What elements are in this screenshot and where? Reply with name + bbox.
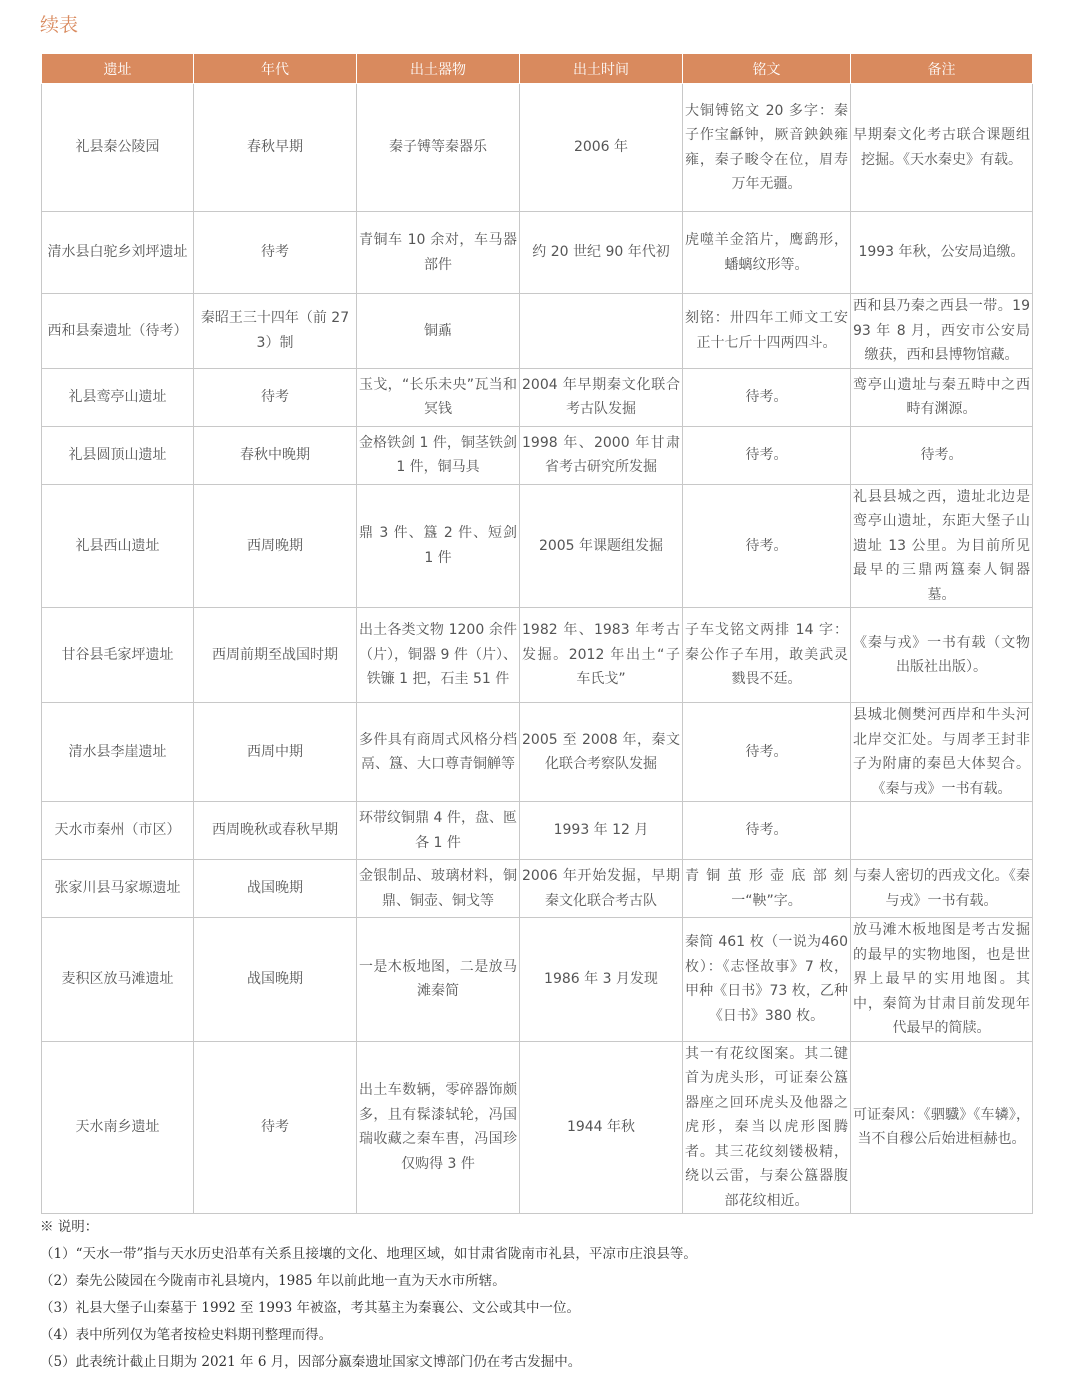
cell-site: 张家川县马家塬遗址 [42,860,194,918]
header-remarks: 备注 [851,54,1033,84]
cell-remarks: 与秦人密切的西戎文化。《秦与戎》一书有载。 [851,860,1033,918]
cell-remarks: 放马滩木板地图是考古发掘的最早的实物地图，也是世界上最早的实用地图。其中，秦简为甘肃目前发现年代最早的简牍。 [851,918,1033,1042]
cell-artifacts: 出土车数辆，零碎器饰颇多，且有髹漆轼轮，冯国瑞收藏之秦车軎，冯国珍仅购得 3 件 [357,1041,520,1214]
header-inscription: 铭文 [683,54,851,84]
note-item: （3）礼县大堡子山秦墓于 1992 至 1993 年被盗，考其墓主为秦襄公、文公或其中一位。 [40,1300,580,1316]
cell-site: 麦积区放马滩遗址 [42,918,194,1042]
table-row [42,84,1033,212]
cell-site: 清水县白驼乡刘坪遗址 [42,212,194,294]
cell-site: 天水南乡遗址 [42,1041,194,1214]
cell-time: 2006 年开始发掘，早期秦文化联合考古队 [520,860,683,918]
cell-site: 天水市秦州（市区） [42,802,194,860]
header-artifacts: 出土器物 [357,54,520,84]
cell-inscription: 其一有花纹图案。其二键首为虎头形，可证秦公簋器座之回环虎头及他器之虎形，秦当以虎形图腾者。其三花纹刻镂极精，绕以云雷，与秦公簋器腹部花纹相近。 [683,1041,851,1214]
cell-era: 战国晚期 [194,918,357,1042]
cell-artifacts: 秦子镈等秦器乐 [357,84,520,212]
note-item: （5）此表统计截止日期为 2021 年 6 月，因部分嬴秦遗址国家文博部门仍在考古发掘中。 [40,1354,582,1370]
note-item: （1）“天水一带”指与天水历史沿革有关系且接壤的文化、地理区域，如甘肃省陇南市礼县，平凉市庄浪县等。 [40,1246,697,1262]
cell-remarks: 待考。 [851,426,1033,484]
cell-artifacts: 一是木板地图，二是放马滩秦简 [357,918,520,1042]
cell-site: 甘谷县毛家坪遗址 [42,608,194,703]
cell-inscription: 待考。 [683,802,851,860]
cell-remarks: 《秦与戎》一书有载（文物出版社出版）。 [851,608,1033,703]
header-site: 遗址 [42,54,194,84]
cell-time: 2005 年课题组发掘 [520,484,683,608]
cell-inscription: 待考。 [683,368,851,426]
cell-time: 1944 年秋 [520,1041,683,1214]
cell-time: 2005 至 2008 年，秦文化联合考察队发掘 [520,703,683,802]
table-row [42,426,1033,484]
cell-remarks: 西和县乃秦之西县一带。1993 年 8 月，西安市公安局缴获，西和县博物馆藏。 [851,294,1033,369]
cell-site: 礼县圆顶山遗址 [42,426,194,484]
cell-era: 西周晚秋或春秋早期 [194,802,357,860]
cell-remarks: 早期秦文化考古联合课题组挖掘。《天水秦史》有载。 [851,84,1033,212]
cell-site: 礼县西山遗址 [42,484,194,608]
table-row [42,1041,1033,1214]
cell-inscription: 子车戈铭文两排 14 字：秦公作子车用，敢美武灵戮畏不廷。 [683,608,851,703]
cell-artifacts: 青铜车 10 余对，车马器部件 [357,212,520,294]
cell-time: 约 20 世纪 90 年代初 [520,212,683,294]
cell-era: 西周前期至战国时期 [194,608,357,703]
cell-era: 西周晚期 [194,484,357,608]
cell-inscription: 青铜茧形壶底部刻一“鞅”字。 [683,860,851,918]
cell-artifacts: 环带纹铜鼎 4 件，盘、匜各 1 件 [357,802,520,860]
cell-inscription: 大铜镈铭文 20 多字：秦子作宝龢钟，厥音鉠鉠雍雍，秦子畯令在位，眉寿万年无疆。 [683,84,851,212]
cell-remarks [851,802,1033,860]
cell-inscription: 刻铭：卅四年工师文工安正十七斤十四两四斗。 [683,294,851,369]
cell-inscription: 待考。 [683,484,851,608]
table-row [42,802,1033,860]
cell-site: 清水县李崖遗址 [42,703,194,802]
cell-site: 礼县秦公陵园 [42,84,194,212]
cell-remarks: 鸾亭山遗址与秦五畤中之西畤有渊源。 [851,368,1033,426]
cell-era: 待考 [194,368,357,426]
cell-era: 西周中期 [194,703,357,802]
table-row [42,703,1033,802]
notes-heading: ※ 说明： [40,1219,99,1235]
cell-time: 1998 年、2000 年甘肃省考古研究所发掘 [520,426,683,484]
cell-era: 战国晚期 [194,860,357,918]
table-row [42,484,1033,608]
cell-site: 礼县鸾亭山遗址 [42,368,194,426]
cell-era: 秦昭王三十四年（前 273）制 [194,294,357,369]
cell-artifacts: 鼎 3 件、簋 2 件、短剑 1 件 [357,484,520,608]
cell-era: 待考 [194,1041,357,1214]
cell-era: 待考 [194,212,357,294]
cell-era: 春秋早期 [194,84,357,212]
header-era: 年代 [194,54,357,84]
note-item: （4）表中所列仅为笔者按检史料期刊整理而得。 [40,1327,333,1343]
cell-artifacts: 玉戈，“长乐未央”瓦当和冥钱 [357,368,520,426]
cell-remarks: 可证秦风：《驷驖》《车辚》，当不自穆公后始进桓赫也。 [851,1041,1033,1214]
relics-table [41,53,1033,1214]
cell-time: 1986 年 3 月发现 [520,918,683,1042]
table-row [42,860,1033,918]
cell-inscription: 待考。 [683,703,851,802]
table-row [42,294,1033,369]
cell-artifacts: 出土各类文物 1200 余件（片），铜器 9 件（片）、铁镰 1 把，石圭 51 件 [357,608,520,703]
table-row [42,608,1033,703]
table-row [42,918,1033,1042]
note-item: （2）秦先公陵园在今陇南市礼县境内，1985 年以前此地一直为天水市所辖。 [40,1273,506,1289]
cell-remarks: 礼县县城之西，遗址北边是鸾亭山遗址，东距大堡子山遗址 13 公里。为目前所见最早的三鼎两簋秦人铜器墓。 [851,484,1033,608]
cell-time [520,294,683,369]
cell-remarks: 1993 年秋，公安局追缴。 [851,212,1033,294]
cell-time: 2006 年 [520,84,683,212]
cell-artifacts: 金格铁剑 1 件，铜茎铁剑 1 件，铜马具 [357,426,520,484]
cell-artifacts: 金银制品、玻璃材料，铜鼎、铜壶、铜戈等 [357,860,520,918]
cell-remarks: 县城北侧樊河西岸和牛头河北岸交汇处。与周孝王封非子为附庸的秦邑大体契合。《秦与戎》一书有载。 [851,703,1033,802]
cell-site: 西和县秦遗址（待考） [42,294,194,369]
header-excavation-time: 出土时间 [520,54,683,84]
table-row [42,212,1033,294]
cell-era: 春秋中晚期 [194,426,357,484]
cell-artifacts: 多件具有商周式风格分档鬲、簋、大口尊青铜觯等 [357,703,520,802]
notes-section [40,1214,1040,1376]
cell-inscription: 待考。 [683,426,851,484]
cell-time: 1993 年 12 月 [520,802,683,860]
cell-artifacts: 铜鼒 [357,294,520,369]
cell-inscription: 虎噬羊金箔片，鹰鹞形，蟠螭纹形等。 [683,212,851,294]
cell-time: 1982 年、1983 年考古发掘。2012 年出土“子车氏戈” [520,608,683,703]
table-header-row [42,54,1033,84]
cell-time: 2004 年早期秦文化联合考古队发掘 [520,368,683,426]
table-continued-title: 续表 [40,14,79,36]
cell-inscription: 秦简 461 枚（一说为460 枚）：《志怪故事》7 枚，甲种《日书》73 枚，乙种《日书》380 枚。 [683,918,851,1042]
table-row [42,368,1033,426]
